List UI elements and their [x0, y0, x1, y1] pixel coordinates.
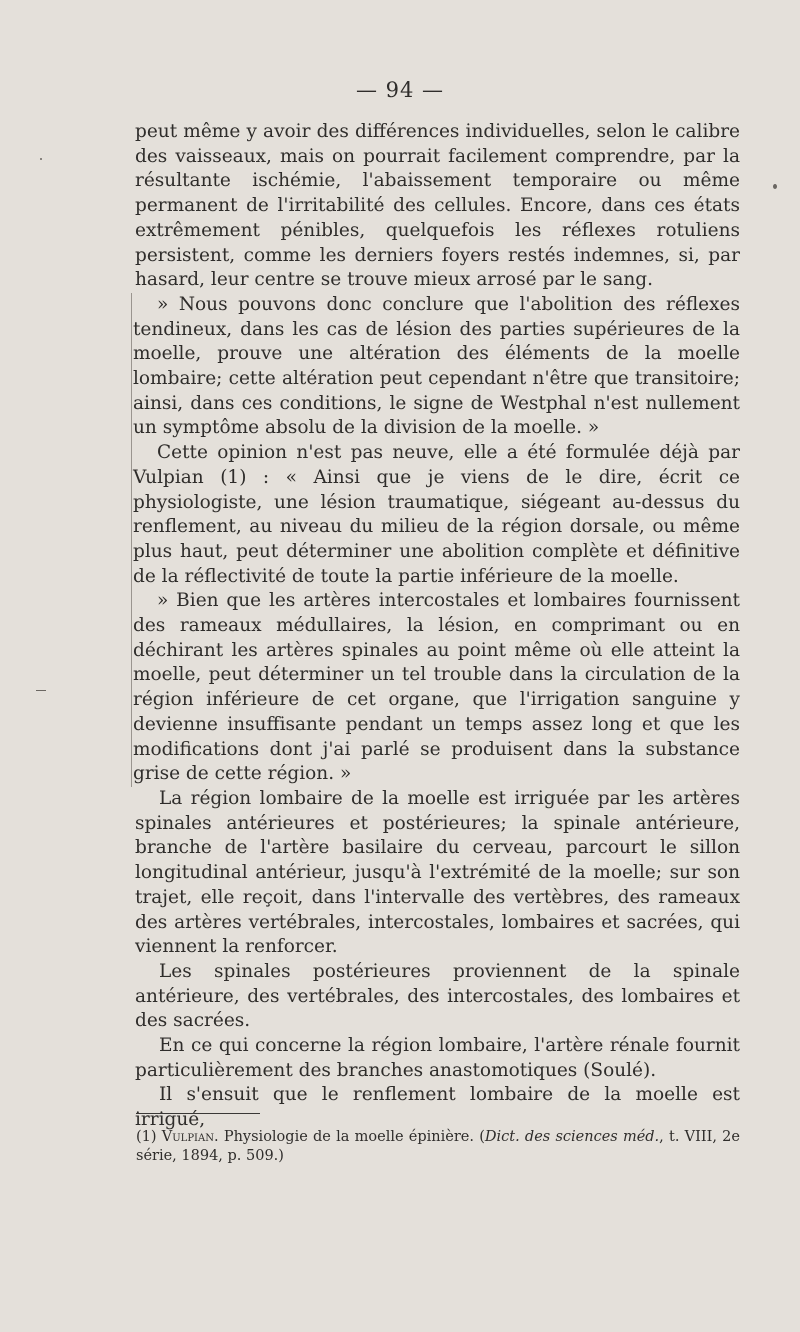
paragraph: Les spinales postérieures proviennent de la spinale antérieure, des vertébrales, des intercostales, des lombaires et des sacrées. — [135, 960, 740, 1032]
paper-speck — [40, 158, 42, 160]
quoted-paragraph: Cette opinion n'est pas neuve, elle a été formulée déjà par Vulpian (1) : « Ainsi que je viens de le dire, écrit ce physiologiste, une lésion traumatique, siégeant au-dessus du renflement, au niveau du milieu de la région dorsale, ou même plus haut, peut déterminer une abolition complète et définitive de la réflectivité de toute la partie inférieure de la moelle. — [131, 441, 740, 589]
footnote-text: Physiologie de la moelle épinière. ( — [223, 1129, 485, 1145]
footnote-author: Vulpian. — [161, 1129, 219, 1145]
paper-speck — [773, 184, 777, 189]
footnote-rule — [136, 1113, 260, 1114]
footnote-marker: (1) — [136, 1129, 157, 1145]
paper-speck — [36, 690, 46, 691]
footnote-text: , t. VIII, 2e série, 1894, p. 509.) — [136, 1129, 740, 1164]
paragraph: En ce qui concerne la région lombaire, l'artère rénale fournit particulièrement des branches anastomotiques (Soulé). — [135, 1035, 740, 1081]
quoted-paragraph: » Bien que les artères intercostales et lombaires fournissent des rameaux médullaires, la lésion, en comprimant ou en déchirant les artères spinales au point même où elle atteint la moelle, peut déterminer un tel trouble dans la circulation de la région inférieure de cet organe, que l'irrigation sanguine y devienne insuffisante pendant un temps assez long et que les modifications dont j'ai parlé se produisent dans la substance grise de cette région. » — [131, 589, 740, 787]
quoted-paragraph: » Nous pouvons donc conclure que l'abolition des réflexes tendineux, dans les cas de lésion des parties supérieures de la moelle, prouve une altération des éléments de la moelle lombaire; cette altération peut cependant n'être que transitoire; ainsi, dans ces conditions, le signe de Westphal n'est nullement un symptôme absolu de la division de la moelle. » — [131, 293, 740, 441]
paragraph: Il s'ensuit que le renflement lombaire de la moelle est irrigué, — [135, 1084, 740, 1131]
footnote-source: Dict. des sciences méd. — [484, 1129, 660, 1145]
paragraph: peut même y avoir des différences individuelles, selon le calibre des vaisseaux, mais on pourrait facilement comprendre, par la résultante ischémie, l'abaissement temporaire ou même permanent de l'irritabilité des cellules. Encore, dans ces états extrêmement pénibles, quelquefois les réflexes rotuliens persistent, comme les derniers foyers restés indemnes, si, par hasard, leur centre se trouve mieux arrosé par le sang. — [135, 121, 740, 291]
footnote — [136, 1128, 740, 1166]
page-number: — 94 — — [355, 78, 445, 102]
paragraph: La région lombaire de la moelle est irriguée par les artères spinales antérieures et postérieures; la spinale antérieure, branche de l'artère basilaire du cerveau, parcourt le sillon longitudinal antérieur, jusqu'à l'extrémité de la moelle; sur son trajet, elle reçoit, dans l'intervalle des vertèbres, des rameaux des artères vertébrales, intercostales, lombaires et sacrées, qui viennent la renforcer. — [135, 787, 740, 958]
body-text — [135, 120, 740, 1133]
